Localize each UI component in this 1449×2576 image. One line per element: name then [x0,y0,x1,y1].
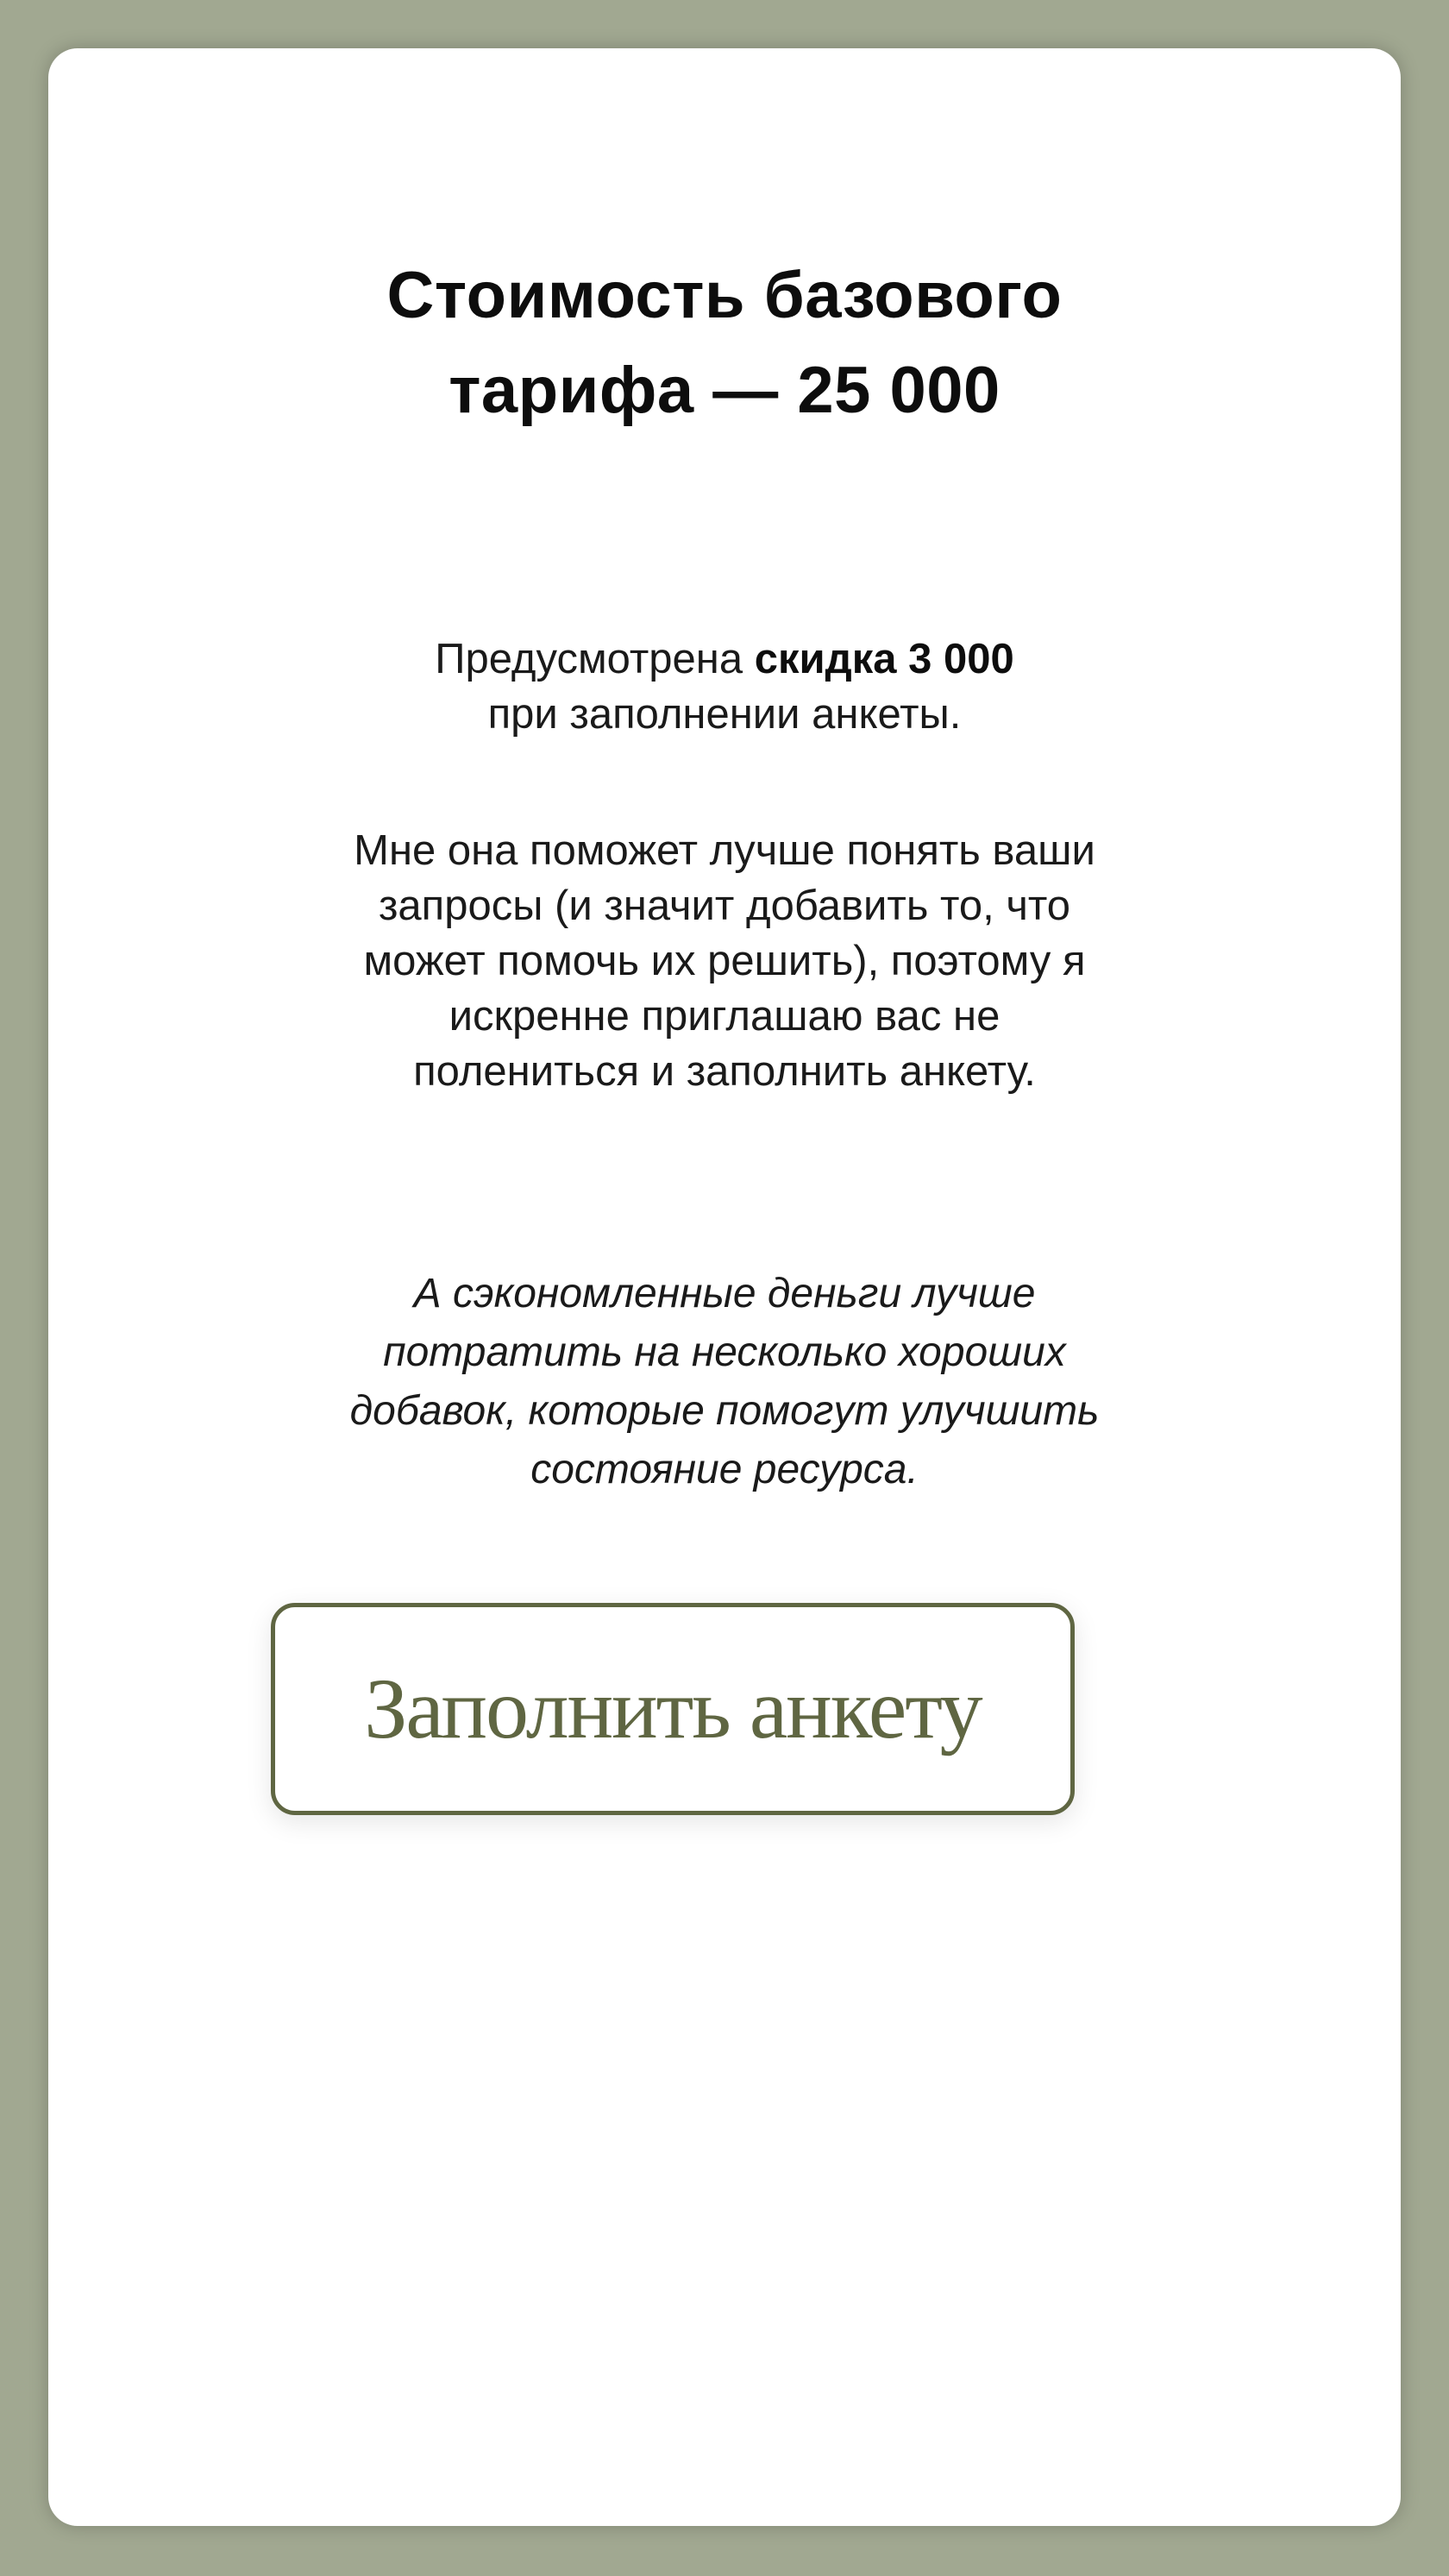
offer-prefix: Предусмотрена [435,636,755,682]
offer-suffix: при заполнении анкеты. [487,691,962,738]
savings-note-line: потратить на несколько хороших [383,1329,1066,1375]
explanation-line: искренне приглашаю вас не [448,993,1000,1040]
explanation-line: запросы (и значит добавить то, что [378,883,1071,929]
savings-note-line: добавок, которые помогут улучшить [349,1388,1100,1434]
title-line: Стоимость базового [386,259,1063,332]
savings-note [293,1265,1156,1499]
title-line: тарифа — 25 000 [448,354,1000,427]
explanation-line: Мне она поможет лучше понять ваши [354,827,1095,874]
offer-line [242,631,1208,687]
fill-questionnaire-button[interactable] [271,1603,1075,1815]
explanation-line: может помочь их решить), поэтому я [363,938,1086,984]
explanation-paragraph [259,823,1190,1099]
discount-amount: скидка 3 000 [754,636,1014,682]
savings-note-line: состояние ресурса. [530,1447,919,1492]
page-title [250,248,1199,438]
discount-offer [242,631,1208,742]
fill-questionnaire-button-label: Заполнить анкету [364,1661,982,1756]
explanation-line: полениться и заполнить анкету. [413,1048,1036,1095]
pricing-card [48,48,1401,2526]
savings-note-line: А сэкономленные деньги лучше [413,1271,1036,1316]
